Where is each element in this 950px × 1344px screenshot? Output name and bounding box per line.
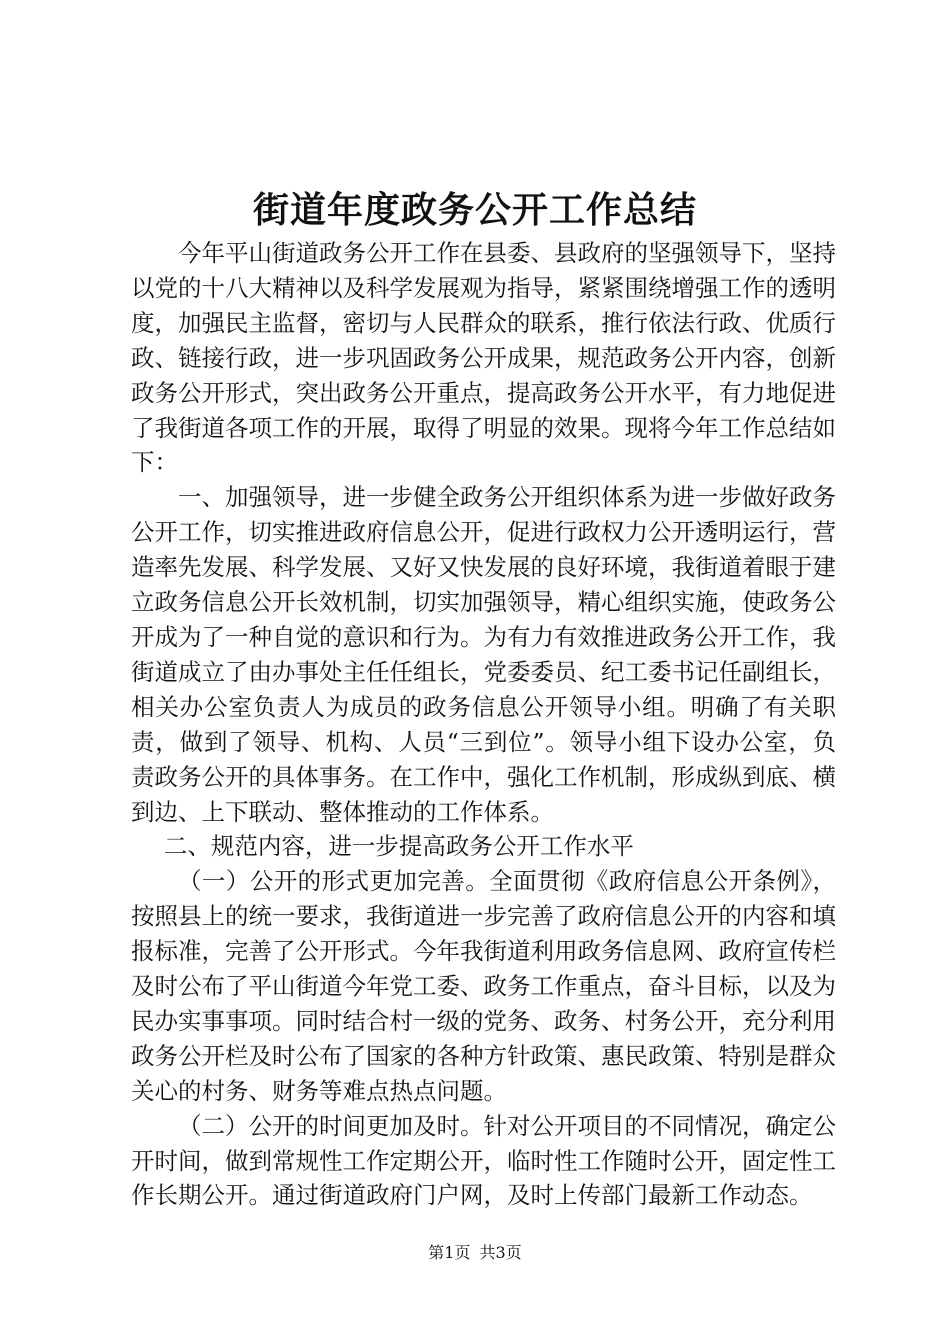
page-number: 第1页 xyxy=(428,1243,471,1262)
page-footer xyxy=(0,1242,950,1264)
paragraph-section-1: 一、加强领导，进一步健全政务公开组织体系为进一步做好政务公开工作，切实推进政府信息公开，促进行政权力公开透明运行，营造率先发展、科学发展、又好又快发展的良好环境，我街道着眼于建立政务信息公开长效机制，切实加强领导，精心组织实施，使政务公开成为了一种自觉的意识和行为。为有力有效推进政务公开工作，我街道成立了由办事处主任任组长，党委委员、纪工委书记任副组长，相关办公室负责人为成员的政务信息公开领导小组。明确了有关职责，做到了领导、机构、人员“三到位”。领导小组下设办公室，负责政务公开的具体事务。在工作中，强化工作机制，形成纵到底、横到边、上下联动、整体推动的工作体系。 xyxy=(131,483,836,826)
paragraph-section-2-heading: 二、规范内容，进一步提高政务公开工作水平 xyxy=(163,832,634,861)
document-body xyxy=(131,236,836,1213)
document-title: 街道年度政务公开工作总结 xyxy=(252,189,697,231)
paragraph-subsection-2: （二）公开的时间更加及时。针对公开项目的不同情况，确定公开时间，做到常规性工作定期公开，临时性工作随时公开，固定性工作长期公开。通过街道政府门户网，及时上传部门最新工作动态。 xyxy=(131,1111,836,1210)
paragraph-intro: 今年平山街道政务公开工作在县委、县政府的坚强领导下，坚持以党的十八大精神以及科学发展观为指导，紧紧围绕增强工作的透明度，加强民主监督，密切与人民群众的联系，推行依法行政、优质行政、链接行政，进一步巩固政务公开成果，规范政务公开内容，创新政务公开形式，突出政务公开重点，提高政务公开水平，有力地促进了我街道各项工作的开展，取得了明显的效果。现将今年工作总结如下： xyxy=(131,239,836,477)
page-total: 共3页 xyxy=(479,1243,522,1262)
paragraph-subsection-1: （一）公开的形式更加完善。全面贯彻《政府信息公开条例》，按照县上的统一要求，我街道进一步完善了政府信息公开的内容和填报标准，完善了公开形式。今年我街道利用政务信息网、政府宣传栏及时公布了平山街道今年党工委、政务工作重点，奋斗目标，以及为民办实事事项。同时结合村一级的党务、政务、村务公开，充分利用政务公开栏及时公布了国家的各种方针政策、惠民政策、特别是群众关心的村务、财务等难点热点问题。 xyxy=(131,867,836,1105)
